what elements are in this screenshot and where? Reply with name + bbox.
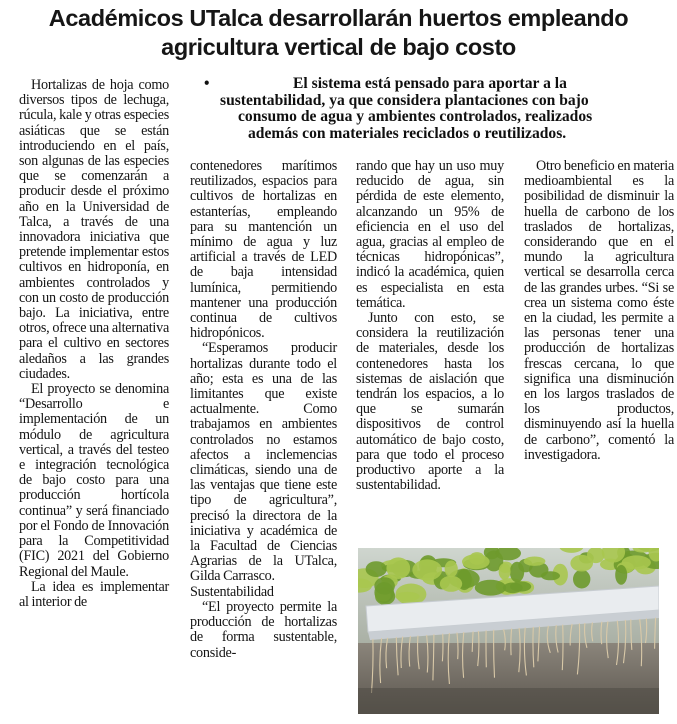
- bullet-icon: •: [204, 75, 210, 92]
- lettuce-leaf: [510, 581, 531, 591]
- article-column-3: [356, 159, 504, 493]
- paragraph: Hortalizas de hoja como diversos tipos de lechuga, rúcula, kale y otras especies asiáticas que se están introduciendo en el país, son algunas de las especies que se comenzarán a producir desde el próximo año en la Universidad de Talca, a través de una innovadora iniciativa que pretende implementar estos cultivos en hidroponía, en ambientes controlados y con un costo de producción bajo. La iniciativa, entre otros, ofrece una alternativa para el cultivo en sectores aledaños a las grandes ciudades.: [19, 77, 169, 382]
- lettuce-leaf: [499, 563, 511, 580]
- hydroponic-lettuce-photo: [358, 548, 659, 714]
- lettuce-leaf: [386, 557, 410, 579]
- headline-line-1: Académicos UTalca desarrollarán huertos empleando: [48, 5, 629, 31]
- pull-quote: [198, 76, 670, 142]
- paragraph: Junto con esto, se considera la reutilización de materiales, desde los contenedores hasta los sistemas de aislación que tendrán los espacios, a lo que se sumarán dispositivos de control automático de bajo costo, para que todo el proceso productivo aporte a la sustentabilidad.: [356, 310, 504, 494]
- lettuce-leaf: [615, 565, 627, 585]
- lettuce-leaf: [445, 561, 458, 578]
- paragraph: “Esperamos producir hortalizas durante todo el año; esta es una de las limitantes que existe actualmente. Como trabajamos en ambientes controlados no estamos afectos a inclemencias climáticas, siendo una de las ventajas que tiene este tipo de agricultura”, precisó la directora de la iniciativa y académica de la Facultad de Ciencias Agrarias de la UTalca, Gilda Carrasco.: [190, 340, 337, 585]
- paragraph: La idea es implementar al interior de: [19, 578, 169, 610]
- article-column-4: [524, 159, 674, 463]
- plant-root: [442, 634, 443, 662]
- lettuce-leaf: [412, 559, 442, 580]
- paragraph: rando que hay un uso muy reducido de agua, sin pérdida de este elemento, alcanzando un 95% de eficiencia en el uso del agua, gracias al empleo de técnicas hidropónicas”, indicó la académica, quien es especialista en esta temática.: [356, 158, 504, 311]
- pull-quote-line: sustentabilidad, ya que considera plantaciones con bajo: [220, 91, 589, 109]
- lettuce-leaf: [395, 592, 419, 601]
- lettuce-leaf: [475, 580, 506, 596]
- section-subhead: Sustentabilidad: [190, 583, 274, 600]
- lettuce-leaf: [374, 577, 395, 594]
- pull-quote-line: El sistema está pensado para aportar a la: [293, 75, 567, 92]
- lettuce-leaf: [440, 576, 462, 592]
- paragraph: contenedores marítimos reutilizados, espacios para cultivos de hortalizas en estanterías, empleando para su mantención un mínimo de agua y luz artificial a través de LED de baja intensidad lumínica, permitiendo mantener una producción continua de cultivos hidropónicos.: [190, 158, 337, 342]
- pull-quote-line: además con materiales reciclados o reutilizados.: [248, 124, 567, 142]
- paragraph: Otro beneficio en materia medioambiental es la posibilidad de disminuir la huella de carbono de los traslados de hortalizas, considerando que en el mundo la agricultura vertical se desarrolla cerca de las grandes urbes. “Si se crea un sistema como éste en la ciudad, les permite a las personas tener una producción de hortalizas frescas cercana, lo que significa una disminución en los largos traslados de los productos, disminuyendo así la huella de carbono”, comentó la investigadora.: [524, 158, 674, 463]
- paragraph: “El proyecto permite la producción de hortalizas de forma sustentable, conside-: [190, 598, 337, 661]
- paragraph: El proyecto se denomina “Desarrollo e implementación de un módulo de agricultura vertical, a través del testeo e integración tecnológica de bajo costo para una producción hortícola continua” y será financiado por el Fondo de Innovación para la Competitividad (FIC) 2021 del Gobierno Regional del Maule.: [19, 381, 169, 580]
- lettuce-leaf: [469, 552, 485, 565]
- lettuce-leaf: [573, 570, 590, 589]
- article-column-1: [19, 78, 169, 610]
- pull-quote-line: consumo de agua y ambientes controlados, realizados: [238, 108, 593, 125]
- article-column-2: [190, 159, 337, 661]
- lettuce-leaf: [524, 557, 546, 566]
- headline-line-2: agricultura vertical de bajo costo: [161, 34, 516, 60]
- headline: [8, 4, 669, 62]
- lettuce-leaf: [570, 555, 593, 572]
- photo-illustration: [358, 548, 659, 714]
